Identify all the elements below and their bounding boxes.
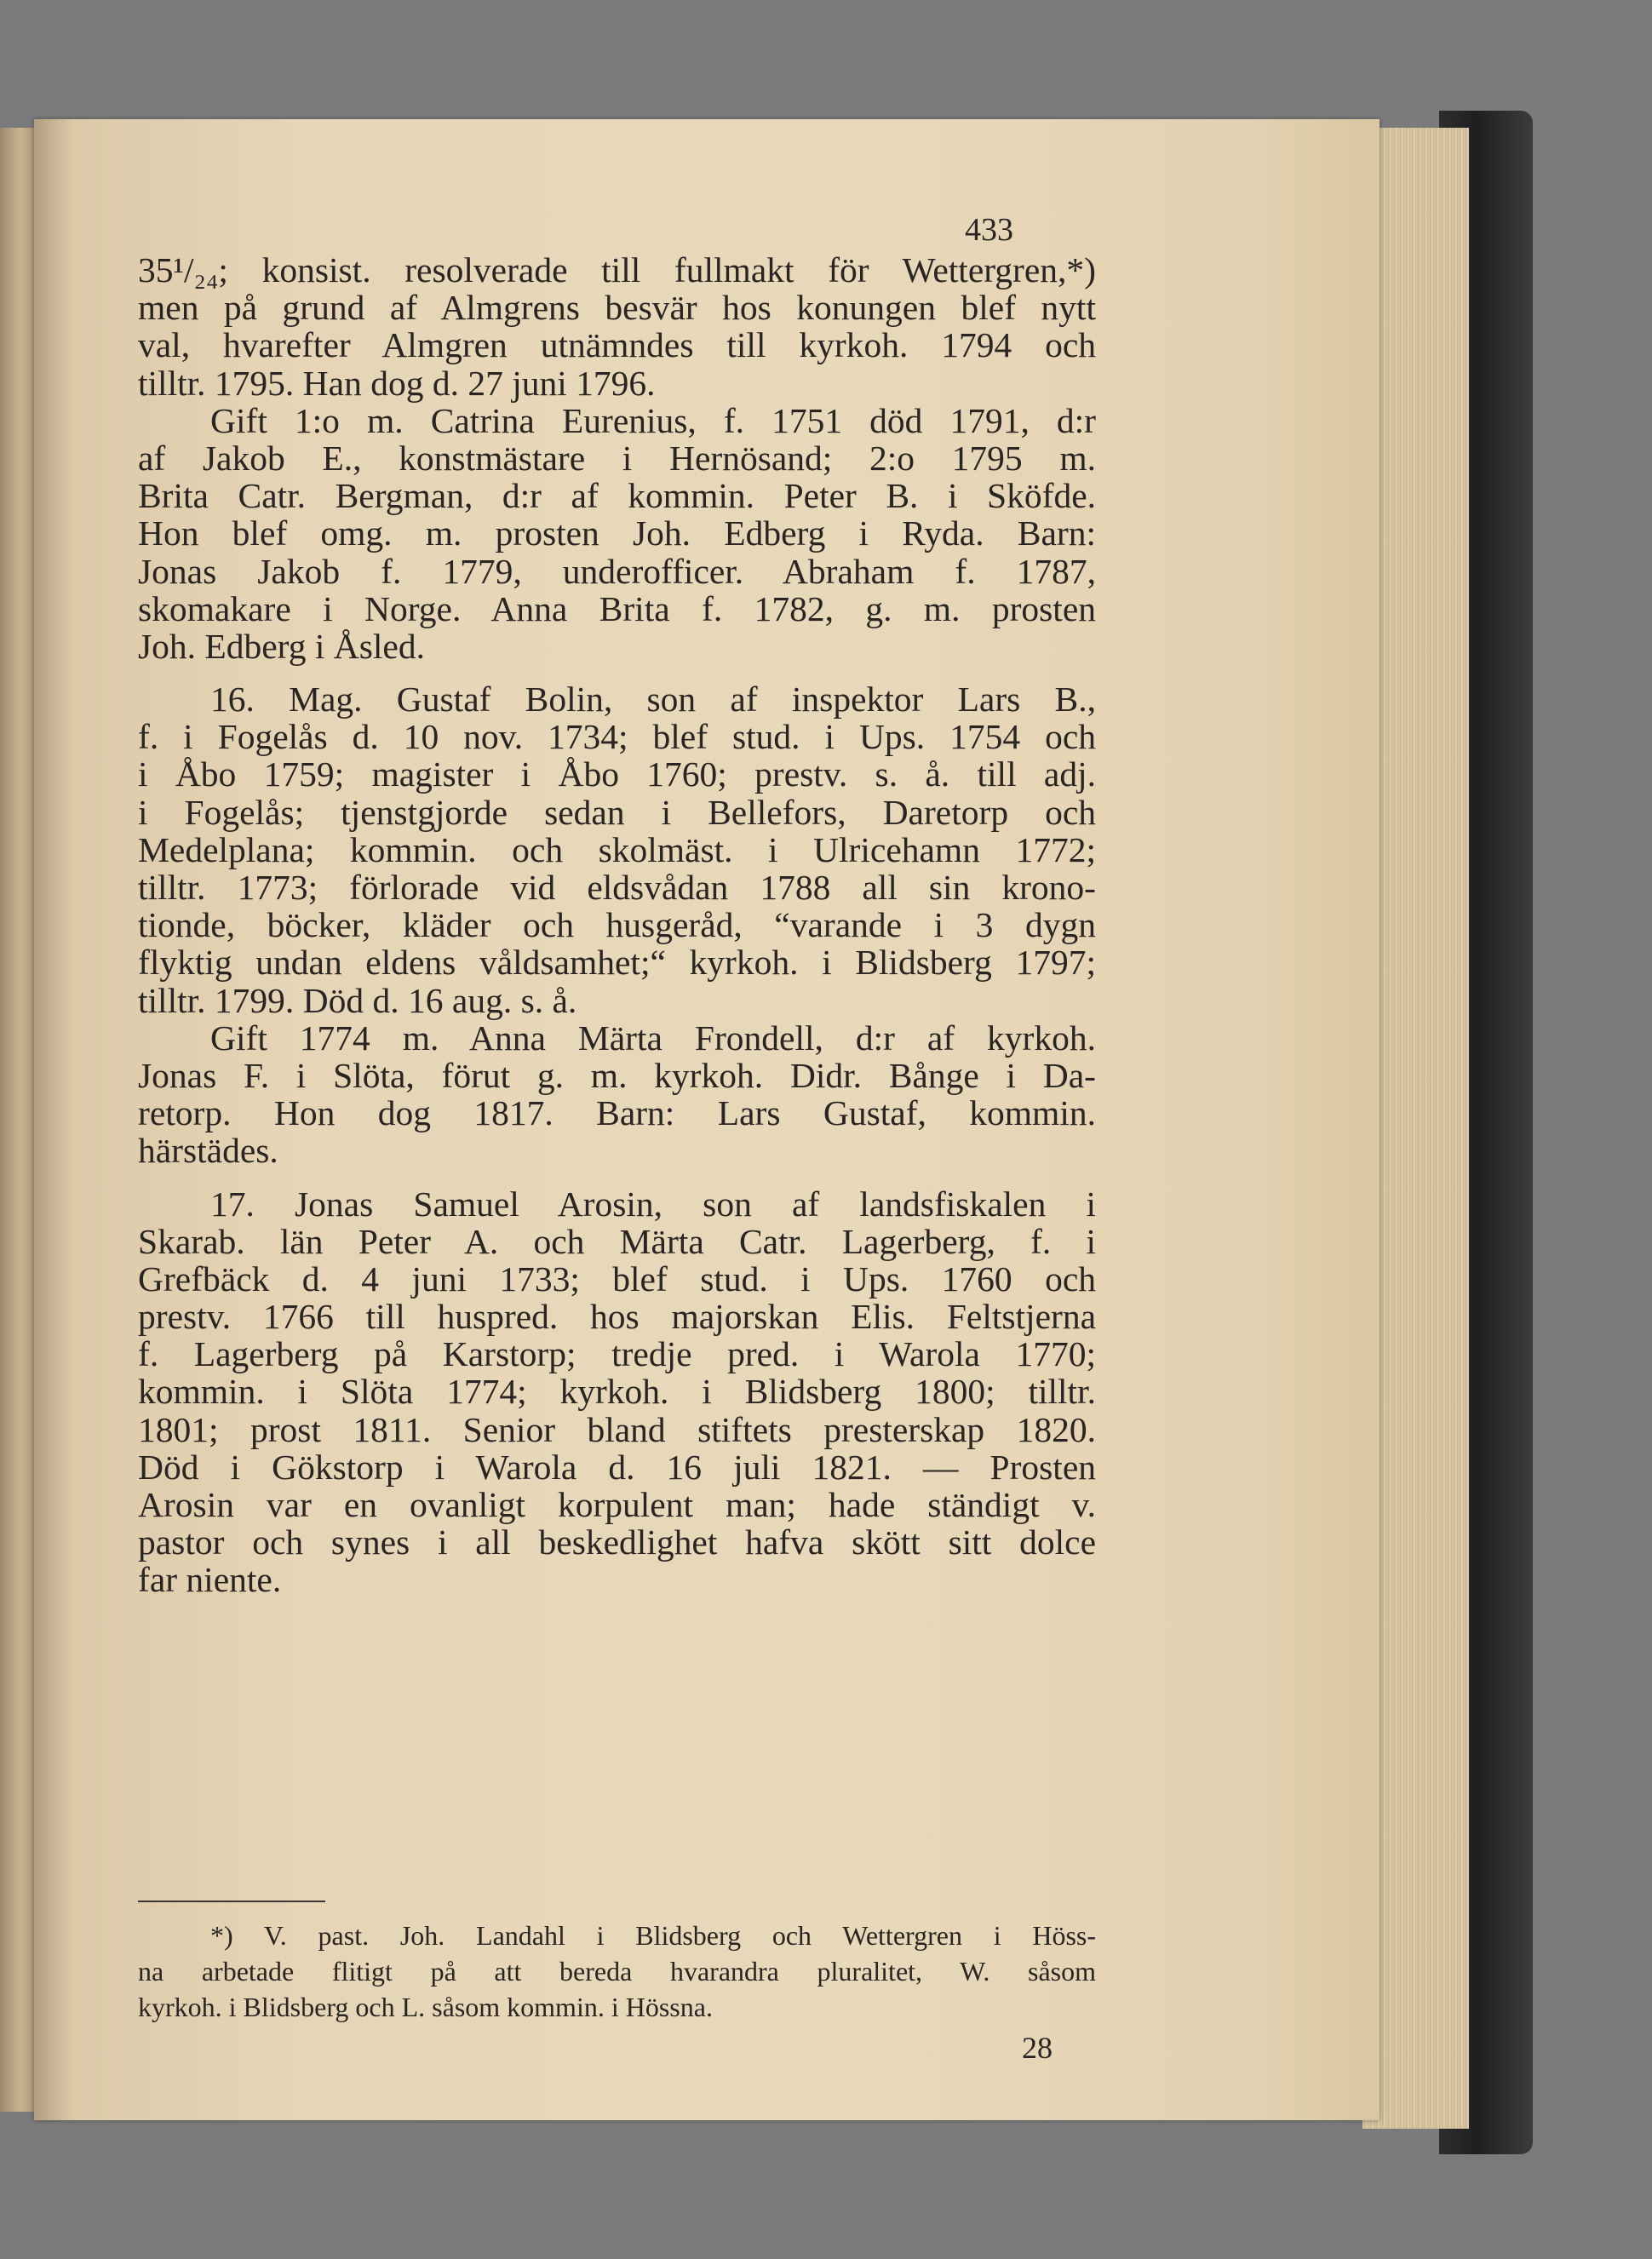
text-line: far niente. <box>138 1560 282 1600</box>
text-line: Brita Catr. Bergman, d:r af kommin. Peter B. i Sköfde. <box>138 476 1096 516</box>
page-number: 433 <box>965 212 1013 248</box>
text-line: Jonas F. i Slöta, förut g. m. kyrkoh. Didr. Bånge i Da- <box>138 1055 1096 1095</box>
text-line: retorp. Hon dog 1817. Barn: Lars Gustaf, kommin. <box>138 1093 1096 1133</box>
text-line: pastor och synes i all beskedlighet hafva skött sitt dolce <box>138 1522 1096 1562</box>
footnote <box>138 1918 1096 2025</box>
text-line: 16. Mag. Gustaf Bolin, son af inspektor Lars B., <box>210 679 1096 720</box>
text-line: f. Lagerberg på Karstorp; tredje pred. i Warola 1770; <box>138 1334 1096 1374</box>
signature-mark: 28 <box>1022 2031 1053 2065</box>
text-line: 35¹/₂₄; konsist. resolverade till fullmakt för Wettergren,*) <box>138 250 1096 290</box>
text-line: 17. Jonas Samuel Arosin, son af landsfiskalen i <box>210 1184 1096 1224</box>
text-line: kommin. i Slöta 1774; kyrkoh. i Blidsberg 1800; tilltr. <box>138 1372 1096 1412</box>
text-line: men på grund af Almgrens besvär hos konungen blef nytt <box>138 288 1096 328</box>
book-page <box>34 119 1380 2120</box>
text-line: i Åbo 1759; magister i Åbo 1760; prestv. s. å. till adj. <box>138 754 1096 794</box>
text-line: prestv. 1766 till huspred. hos majorskan Elis. Feltstjerna <box>138 1297 1096 1337</box>
text-line: val, hvarefter Almgren utnämndes till kyrkoh. 1794 och <box>138 325 1096 365</box>
footnote-line: na arbetade flitigt på att bereda hvarandra pluralitet, W. såsom <box>138 1956 1096 1987</box>
text-line: tionde, böcker, kläder och husgeråd, “varande i 3 dygn <box>138 905 1096 945</box>
text-line: i Fogelås; tjenstgjorde sedan i Bellefors, Daretorp och <box>138 792 1096 832</box>
footnote-line: kyrkoh. i Blidsberg och L. såsom kommin. i Hössna. <box>138 1992 713 2022</box>
text-line: Joh. Edberg i Åsled. <box>138 626 425 666</box>
left-page-edge <box>0 128 34 2112</box>
text-line: af Jakob E., konstmästare i Hernösand; 2:o 1795 m. <box>138 438 1096 478</box>
text-line: 1801; prost 1811. Senior bland stiftets presterskap 1820. <box>138 1409 1096 1449</box>
text-line: Medelplana; kommin. och skolmäst. i Ulricehamn 1772; <box>138 829 1096 869</box>
text-line: härstädes. <box>138 1131 278 1171</box>
text-line: skomakare i Norge. Anna Brita f. 1782, g. m. prosten <box>138 588 1096 628</box>
text-line: tilltr. 1773; förlorade vid eldsvådan 1788 all sin krono- <box>138 868 1096 907</box>
text-line: tilltr. 1799. Död d. 16 aug. s. å. <box>138 980 577 1020</box>
text-line: Grefbäck d. 4 juni 1733; blef stud. i Ups. 1760 och <box>138 1259 1096 1299</box>
body-text <box>138 251 1096 1599</box>
text-line: Hon blef omg. m. prosten Joh. Edberg i Ryda. Barn: <box>138 513 1096 553</box>
text-line: f. i Fogelås d. 10 nov. 1734; blef stud. i Ups. 1754 och <box>138 717 1096 757</box>
text-line: tilltr. 1795. Han dog d. 27 juni 1796. <box>138 363 656 403</box>
text-line: flyktig undan eldens våldsamhet;“ kyrkoh. i Blidsberg 1797; <box>138 943 1096 983</box>
text-line: Jonas Jakob f. 1779, underofficer. Abraham f. 1787, <box>138 551 1096 591</box>
text-line: Död i Gökstorp i Warola d. 16 juli 1821. — Prosten <box>138 1447 1096 1487</box>
text-line: Arosin var en ovanligt korpulent man; hade ständigt v. <box>138 1485 1096 1524</box>
text-line: Gift 1:o m. Catrina Eurenius, f. 1751 död 1791, d:r <box>210 400 1096 440</box>
footnote-line: *) V. past. Joh. Landahl i Blidsberg och Wettergren i Höss- <box>210 1920 1096 1951</box>
footnote-rule <box>138 1901 325 1902</box>
text-line: Skarab. län Peter A. och Märta Catr. Lagerberg, f. i <box>138 1221 1096 1261</box>
text-line: Gift 1774 m. Anna Märta Frondell, d:r af kyrkoh. <box>210 1018 1096 1058</box>
